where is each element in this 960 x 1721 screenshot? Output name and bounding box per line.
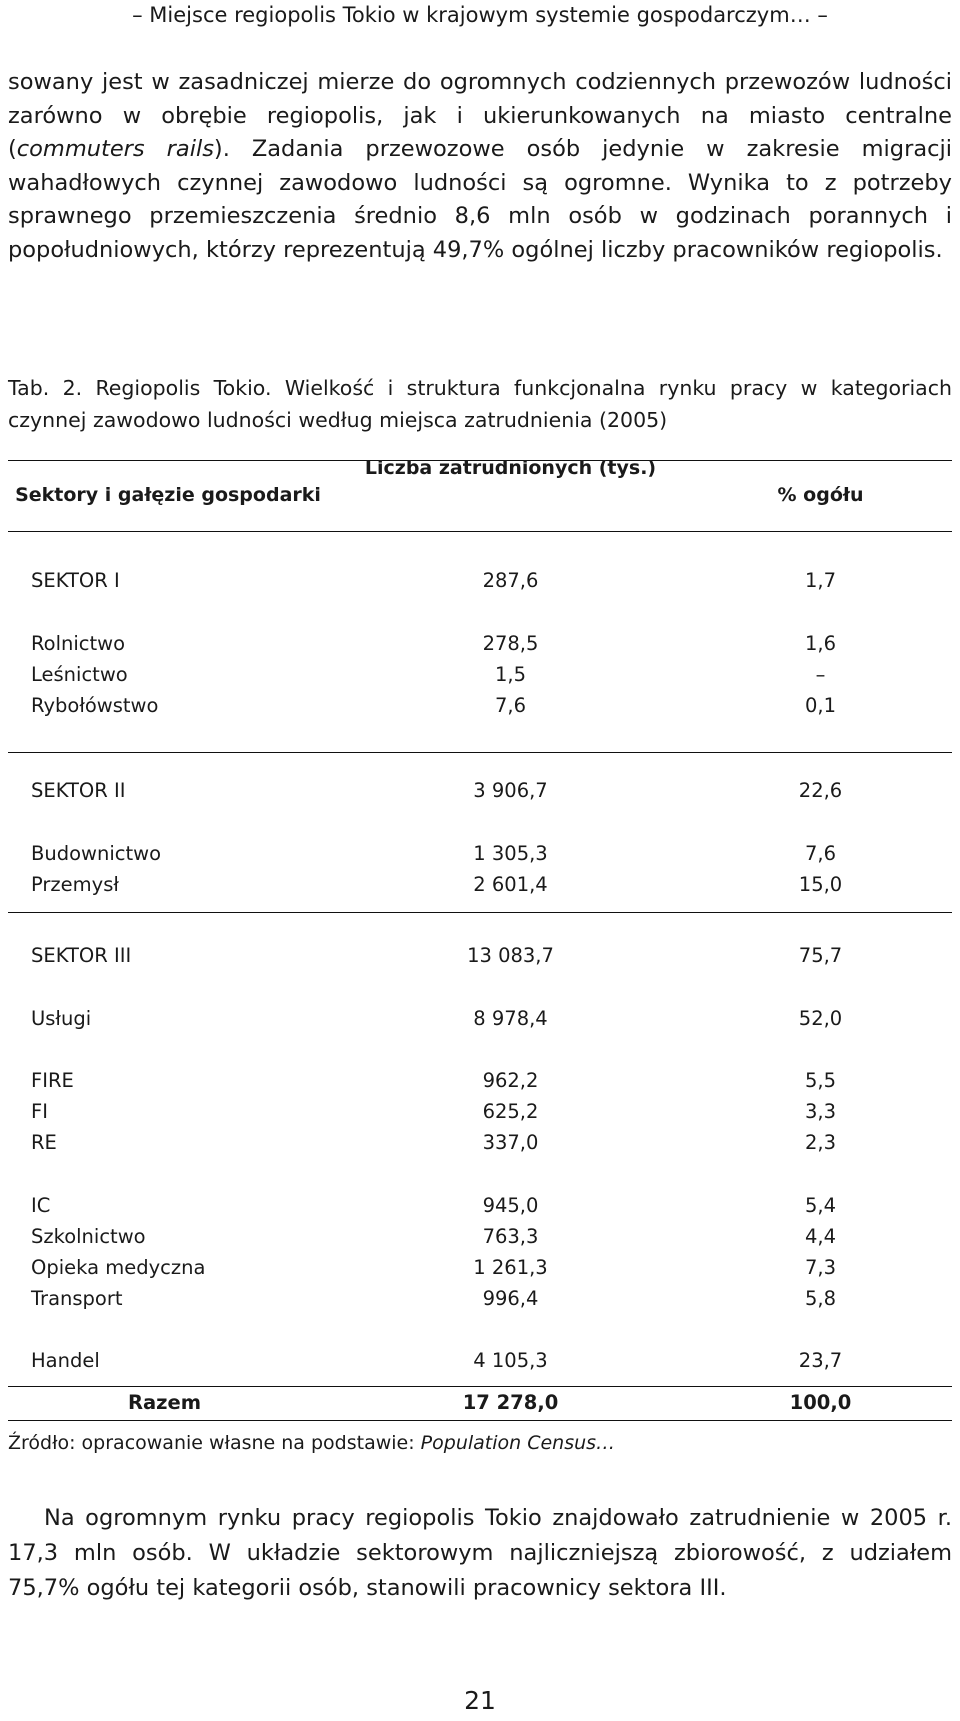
table-caption: Tab. 2. Regiopolis Tokio. Wielkość i struktura funkcjonalna rynku pracy w kategoriach czynnej zawodowo ludności według miejsca zatrudnienia (2005) [8, 376, 952, 432]
page-number: 21 [464, 1686, 496, 1715]
source-prefix: Źródło: opracowanie własne na podstawie: [8, 1432, 421, 1454]
row-percent: 5,5 [804, 1069, 836, 1092]
row-label: SEKTOR III [31, 944, 132, 967]
row-percent: 22,6 [798, 779, 843, 802]
table-source [8, 1428, 615, 1458]
row-label: Przemysł [31, 873, 119, 896]
row-label: Opieka medyczna [31, 1256, 206, 1279]
table-row [8, 940, 952, 971]
row-value: 4 105,3 [473, 1349, 548, 1372]
body-paragraph-2 [8, 1501, 952, 1606]
row-percent: 1,7 [804, 569, 836, 592]
row-value: 945,0 [482, 1194, 539, 1217]
row-label: Leśnictwo [31, 663, 128, 686]
row-label: RE [31, 1131, 57, 1154]
table-row [8, 1127, 952, 1158]
row-value: 763,3 [482, 1225, 539, 1248]
row-value: 625,2 [482, 1100, 539, 1123]
sector-divider [8, 912, 952, 913]
row-percent: 3,3 [804, 1100, 836, 1123]
row-label: Rolnictwo [31, 632, 126, 655]
body-paragraph-1 [8, 66, 952, 267]
table-row [8, 1221, 952, 1252]
table-row [8, 1252, 952, 1283]
total-value: 17 278,0 [462, 1391, 559, 1414]
header-employed: Liczba zatrudnionych (tys.) [364, 457, 657, 479]
running-head: – Miejsce regiopolis Tokio w krajowym systemie gospodarczym… – [132, 3, 828, 27]
row-value: 13 083,7 [467, 944, 554, 967]
row-percent: 52,0 [798, 1007, 843, 1030]
table-row [8, 565, 952, 596]
row-label: Transport [31, 1287, 123, 1310]
row-percent: 2,3 [804, 1131, 836, 1154]
row-percent: 4,4 [804, 1225, 836, 1248]
row-label: IC [31, 1194, 51, 1217]
row-percent: 75,7 [798, 944, 843, 967]
table-row [8, 1096, 952, 1127]
sector-divider [8, 752, 952, 753]
table-total-row [8, 1387, 952, 1418]
header-sectors: Sektory i gałęzie gospodarki [15, 484, 321, 506]
table-row [8, 1190, 952, 1221]
table-row [8, 690, 952, 721]
total-percent: 100,0 [789, 1391, 852, 1414]
paragraph-2-text: Na ogromnym rynku pracy regiopolis Tokio znajdowało zatrudnienie w 2005 r. 17,3 mln osób. W układzie sektorowym najliczniejszą zbiorowość, z udziałem 75,7% ogółu tej kategorii osób, stanowili pracownicy sektora III. [8, 1505, 952, 1601]
row-percent: 23,7 [798, 1349, 843, 1372]
row-value: 7,6 [494, 694, 526, 717]
row-label: Handel [31, 1349, 100, 1372]
table-row [8, 1065, 952, 1096]
row-percent: 1,6 [804, 632, 836, 655]
row-percent: 5,8 [804, 1287, 836, 1310]
table-row [8, 775, 952, 806]
row-label: FI [31, 1100, 48, 1123]
row-label: Budownictwo [31, 842, 162, 865]
row-percent: 15,0 [798, 873, 843, 896]
row-value: 962,2 [482, 1069, 539, 1092]
row-value: 3 906,7 [473, 779, 548, 802]
header-percent: % ogółu [777, 484, 864, 506]
table-bottom-rule [8, 1420, 952, 1421]
table-row [8, 659, 952, 690]
row-percent: 7,6 [804, 842, 836, 865]
row-value: 287,6 [482, 569, 539, 592]
row-label: SEKTOR I [31, 569, 120, 592]
table-row [8, 1345, 952, 1376]
table-row [8, 1003, 952, 1034]
table-row [8, 628, 952, 659]
row-percent: 5,4 [804, 1194, 836, 1217]
row-label: FIRE [31, 1069, 74, 1092]
total-label: Razem [128, 1391, 202, 1414]
row-value: 1,5 [494, 663, 526, 686]
row-value: 278,5 [482, 632, 539, 655]
row-percent: – [815, 663, 826, 686]
table-row [8, 869, 952, 900]
row-label: Usługi [31, 1007, 92, 1030]
source-title: Population Census… [420, 1432, 616, 1454]
row-label: SEKTOR II [31, 779, 126, 802]
table-row [8, 1283, 952, 1314]
row-value: 8 978,4 [473, 1007, 548, 1030]
row-value: 337,0 [482, 1131, 539, 1154]
row-value: 996,4 [482, 1287, 539, 1310]
row-percent: 0,1 [804, 694, 836, 717]
paragraph-1-italic: commuters rails [16, 136, 214, 162]
row-label: Szkolnictwo [31, 1225, 146, 1248]
paragraph-1-text-a: sowany jest w zasadniczej mierze do ogromnych codziennych przewozów ludności zarówno w obrębie regiopolis, jak i ukierunkowanych na miasto centralne ( [8, 69, 952, 162]
header-bottom-rule [8, 531, 952, 532]
row-value: 1 261,3 [473, 1256, 548, 1279]
table-row [8, 838, 952, 869]
row-value: 1 305,3 [473, 842, 548, 865]
row-label: Rybołówstwo [31, 694, 159, 717]
row-value: 2 601,4 [473, 873, 548, 896]
row-percent: 7,3 [804, 1256, 836, 1279]
paragraph-1-text-b: ). Zadania przewozowe osób jedynie w zakresie migracji wahadłowych czynnej zawodowo ludności są ogromne. Wynika to z potrzeby sprawnego przemieszczenia średnio 8,6 mln osób w godzinach porannych i popołudniowych, którzy reprezentują 49,7% ogólnej liczby pracowników regiopolis. [8, 136, 952, 263]
